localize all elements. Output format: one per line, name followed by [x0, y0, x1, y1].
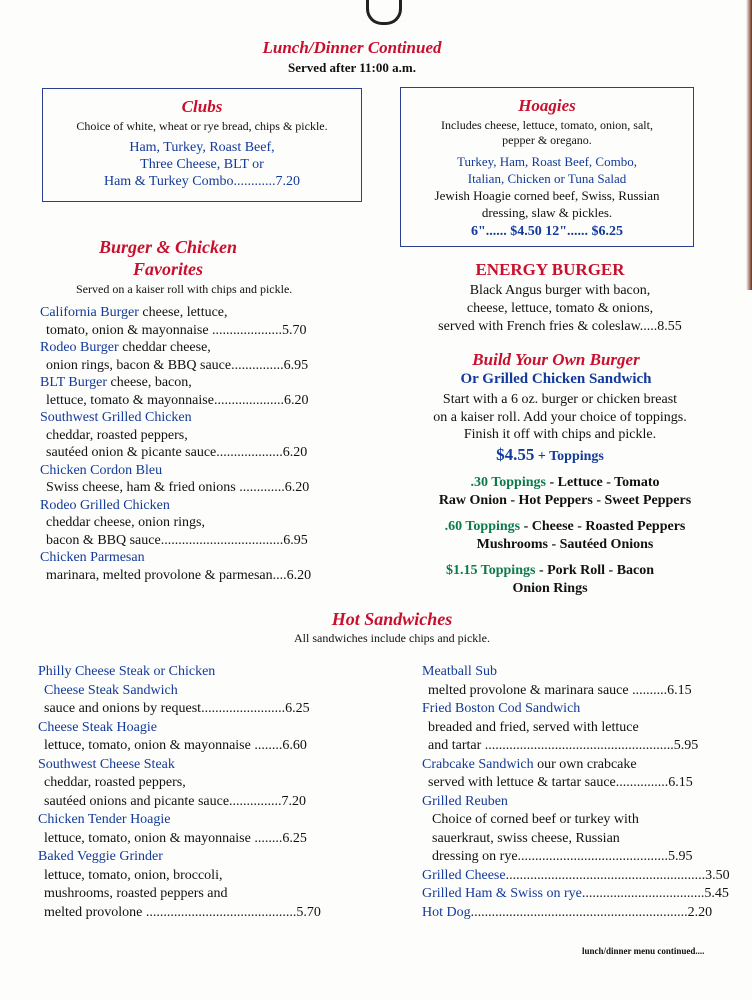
- hoagies-items: [401, 153, 693, 221]
- item-price: 6.20: [283, 392, 309, 408]
- item-desc: ...................................: [581, 886, 705, 901]
- item-price: 6.60: [282, 738, 307, 753]
- energy-burger-desc: [400, 282, 720, 336]
- item-price: 6.20: [284, 480, 310, 495]
- hoagies-title: Hoagies: [518, 96, 576, 115]
- item-price: 6.20: [286, 567, 312, 583]
- burger-chicken-title-line: Favorites: [133, 259, 203, 279]
- item-price: 7.20: [281, 793, 307, 809]
- item-desc: sautéed onions and picante sauce...............: [44, 793, 282, 809]
- menu-item-price-line: [40, 567, 385, 585]
- item-price: 6.95: [283, 532, 308, 548]
- menu-item-price-line: [422, 904, 742, 923]
- item-desc: ..............................................................: [470, 904, 688, 920]
- item-desc: mushrooms, roasted peppers and: [44, 886, 228, 901]
- item-price: 5.45: [704, 886, 729, 901]
- menu-item-price-line: [38, 737, 383, 756]
- top-ornament: [366, 0, 402, 25]
- clubs-title: Clubs: [181, 97, 223, 116]
- item-name: Fried Boston Cod Sandwich: [422, 701, 581, 716]
- item-desc: lettuce, tomato, onion, broccoli,: [44, 867, 223, 883]
- topping-price-label: .30 Toppings: [470, 475, 546, 490]
- item-name: Grilled Reuben: [422, 793, 508, 809]
- topping-price-label: $1.15 Toppings: [445, 563, 536, 578]
- topping-list: - Lettuce - Tomato: [545, 475, 660, 490]
- item-name: Southwest Cheese Steak: [38, 756, 175, 772]
- item-desc: lettuce, tomato, onion & mayonnaise ........: [44, 738, 283, 753]
- menu-item-price-line: [40, 532, 385, 550]
- toppings-30: [400, 474, 730, 510]
- topping-list: Raw Onion - Hot Peppers - Sweet Peppers: [438, 493, 692, 508]
- menu-item-price-line: [40, 479, 385, 497]
- byo-subtitle: Or Grilled Chicken Sandwich: [460, 371, 652, 387]
- menu-item: [422, 756, 742, 775]
- burger-chicken-title-line: Burger & Chicken: [98, 237, 238, 257]
- burger-chicken-list: [40, 304, 385, 584]
- toppings-115: [400, 562, 700, 598]
- hoagies-line: Jewish Hoagie corned beef, Swiss, Russian: [434, 188, 660, 203]
- item-price: 6.25: [282, 830, 307, 846]
- item-price: 6.95: [283, 357, 309, 373]
- item-desc: sauerkraut, swiss cheese, Russian: [432, 830, 620, 846]
- item-name: Chicken Tender Hoagie: [38, 812, 171, 827]
- item-desc: cheese, bacon,: [107, 375, 192, 390]
- item-desc: cheddar cheese, onion rings,: [46, 515, 205, 530]
- item-price: 2.20: [687, 904, 713, 920]
- item-name: Rodeo Burger: [40, 340, 119, 355]
- item-desc: cheddar, roasted peppers,: [44, 775, 186, 790]
- clubs-description: Choice of white, wheat or rye bread, chips & pickle.: [76, 119, 328, 133]
- item-desc: .........................................................: [505, 867, 706, 883]
- hoagies-line: Turkey, Ham, Roast Beef, Combo,: [457, 154, 637, 169]
- item-desc: bacon & BBQ sauce...................................: [46, 532, 284, 548]
- item-price: 6.20: [282, 445, 308, 460]
- item-name: Chicken Cordon Bleu: [40, 462, 163, 478]
- hoagies-desc-line: pepper & oregano.: [502, 133, 592, 147]
- clubs-box: [42, 88, 362, 202]
- page-edge-shadow: [746, 0, 752, 290]
- item-desc: cheddar, roasted peppers,: [46, 427, 188, 443]
- item-desc: cheddar cheese,: [118, 340, 211, 355]
- hoagies-desc-line: Includes cheese, lettuce, tomato, onion, salt,: [441, 118, 653, 132]
- item-desc: onion rings, bacon & BBQ sauce...............: [46, 357, 284, 373]
- menu-item: [40, 374, 385, 392]
- item-name: Philly Cheese Steak or Chicken: [38, 664, 216, 679]
- page-subtitle: Served after 11:00 a.m.: [288, 60, 416, 75]
- byo-price-suffix: + Toppings: [534, 449, 604, 464]
- byo-line: Finish it off with chips and pickle.: [463, 427, 657, 442]
- clubs-items: [43, 139, 361, 190]
- item-name: Baked Veggie Grinder: [38, 849, 163, 864]
- item-name: California Burger: [40, 305, 139, 320]
- item-desc: dressing on rye...........................................: [432, 849, 669, 864]
- footer-note: lunch/dinner menu continued....: [582, 946, 705, 956]
- item-desc: sautéed onion & picante sauce...................: [46, 445, 283, 460]
- menu-item-price-line: [40, 357, 385, 375]
- item-price: 6.15: [667, 682, 692, 698]
- item-desc: melted provolone & marinara sauce ..........: [428, 682, 668, 698]
- menu-item-price-line: [40, 392, 385, 410]
- item-desc: served with lettuce & tartar sauce...............: [428, 775, 669, 790]
- clubs-line: Three Cheese, BLT or: [140, 157, 264, 172]
- hoagies-line: dressing, slaw & pickles.: [481, 205, 613, 220]
- clubs-line: Ham & Turkey Combo............7.20: [103, 174, 300, 189]
- item-price: 5.70: [296, 904, 321, 920]
- burger-chicken-title: [40, 236, 296, 280]
- item-desc: lettuce, tomato, onion & mayonnaise ........: [44, 830, 283, 846]
- menu-item-price-line: [422, 737, 742, 756]
- item-name: Chicken Parmesan: [40, 550, 145, 565]
- byo-price-line: [400, 445, 700, 465]
- energy-burger-title: ENERGY BURGER: [475, 260, 625, 279]
- hoagies-description: [401, 118, 693, 148]
- item-price: 5.70: [282, 322, 307, 338]
- menu-item-price-line: [422, 774, 742, 793]
- item-desc: and tartar ......................................................: [428, 738, 674, 753]
- item-name: Cheese Steak Sandwich: [44, 682, 178, 698]
- menu-item-price-line: [40, 444, 385, 462]
- menu-item-price-line: [422, 867, 742, 886]
- item-desc: sauce and onions by request........................: [44, 701, 286, 716]
- menu-item-price-line: [38, 700, 383, 719]
- item-name: Southwest Grilled Chicken: [40, 410, 192, 425]
- menu-item-price-line: [422, 682, 742, 701]
- menu-item-price-line: [38, 830, 383, 849]
- item-name: Grilled Cheese: [422, 867, 506, 883]
- menu-item: [40, 304, 385, 322]
- item-desc: melted provolone ...........................................: [44, 904, 297, 920]
- item-name: Meatball Sub: [422, 664, 498, 679]
- energy-line: served with French fries & coleslaw.....8.55: [438, 319, 682, 334]
- menu-item-price-line: [38, 904, 383, 923]
- burger-chicken-description: Served on a kaiser roll with chips and pickle.: [76, 282, 293, 296]
- item-name: Hot Dog: [422, 904, 471, 920]
- topping-list: - Pork Roll - Bacon: [535, 563, 655, 578]
- item-desc: lettuce, tomato & mayonnaise....................: [46, 392, 284, 408]
- byo-line: on a kaiser roll. Add your choice of toppings.: [433, 409, 687, 425]
- topping-list: Onion Rings: [512, 581, 588, 596]
- energy-line: cheese, lettuce, tomato & onions,: [466, 301, 654, 316]
- hot-right-list: [422, 663, 742, 922]
- menu-item-price-line: [38, 793, 383, 812]
- item-name: Cheese Steak Hoagie: [38, 719, 157, 735]
- hoagies-box: [400, 87, 694, 247]
- hoagies-line: Italian, Chicken or Tuna Salad: [467, 171, 627, 186]
- item-desc: our own crabcake: [533, 756, 637, 772]
- item-name: BLT Burger: [40, 375, 108, 390]
- item-price: 6.15: [668, 775, 693, 790]
- item-name: Crabcake Sandwich: [422, 756, 534, 772]
- menu-item-price-line: [422, 885, 742, 904]
- page-title: Lunch/Dinner Continued: [262, 38, 442, 57]
- byo-line: Start with a 6 oz. burger or chicken breast: [442, 392, 678, 407]
- item-price: 5.95: [673, 738, 699, 753]
- topping-price-label: .60 Toppings: [444, 519, 521, 534]
- topping-list: Mushrooms - Sautéed Onions: [476, 537, 654, 552]
- topping-list: - Cheese - Roasted Peppers: [520, 519, 686, 534]
- item-desc: breaded and fried, served with lettuce: [428, 719, 639, 735]
- item-name: Grilled Ham & Swiss on rye: [422, 886, 582, 901]
- item-desc: Swiss cheese, ham & fried onions .............: [46, 480, 285, 495]
- hoagies-prices: 6"...... $4.50 12"...... $6.25: [470, 224, 624, 239]
- item-name: Rodeo Grilled Chicken: [40, 497, 170, 513]
- menu-item-price-line: [40, 322, 385, 340]
- byo-desc: [400, 391, 720, 444]
- item-price: 5.95: [668, 849, 693, 864]
- menu-item-price-line: [422, 848, 742, 867]
- clubs-line: Ham, Turkey, Roast Beef,: [129, 140, 275, 155]
- hot-sandwiches-desc: All sandwiches include chips and pickle.: [294, 631, 490, 645]
- byo-price: $4.55: [496, 445, 535, 464]
- byo-title: Build Your Own Burger: [472, 350, 640, 369]
- item-desc: Choice of corned beef or turkey with: [432, 812, 639, 827]
- item-desc: marinara, melted provolone & parmesan....: [46, 567, 287, 583]
- hot-sandwiches-title: Hot Sandwiches: [331, 609, 453, 629]
- item-price: 3.50: [705, 867, 730, 883]
- item-price: 6.25: [285, 701, 310, 716]
- item-desc: tomato, onion & mayonnaise ....................: [46, 322, 283, 338]
- toppings-60: [400, 518, 730, 554]
- menu-item: [40, 339, 385, 357]
- energy-line: Black Angus burger with bacon,: [469, 283, 651, 298]
- item-desc: cheese, lettuce,: [138, 305, 228, 320]
- hot-left-list: [38, 663, 383, 922]
